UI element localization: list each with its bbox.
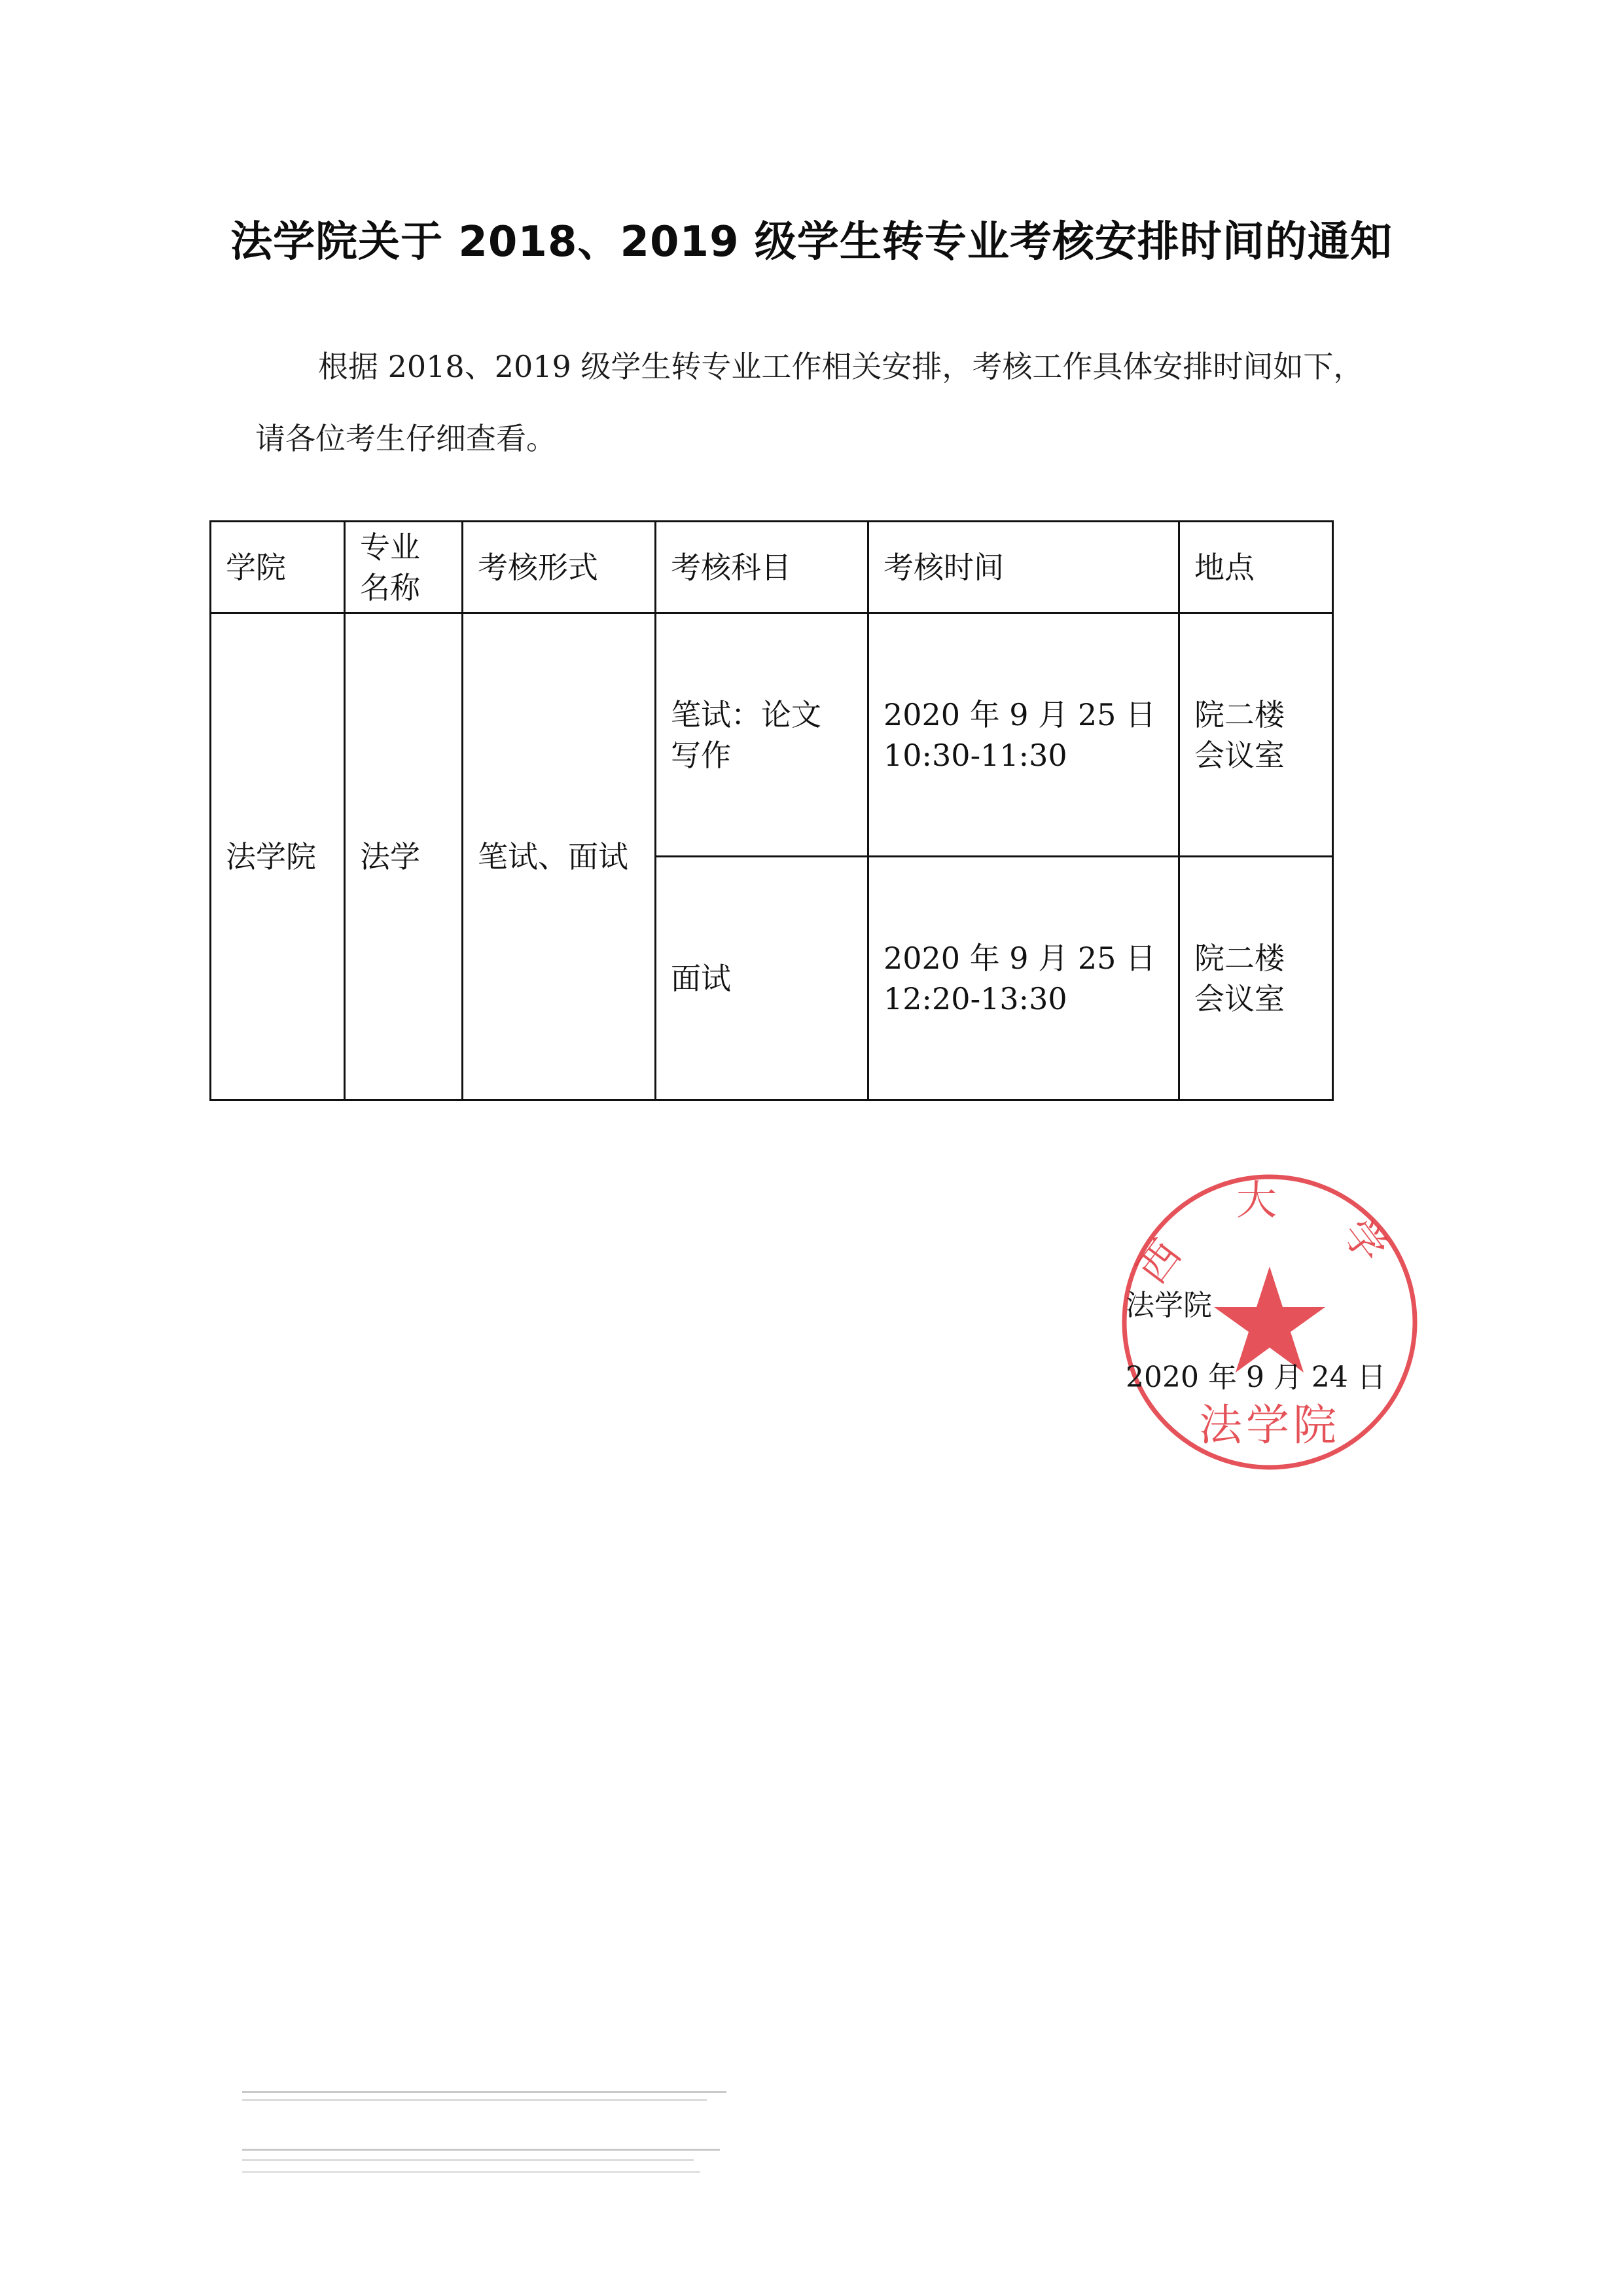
subject-line-2: 写作	[671, 737, 731, 773]
header-form: 考核形式	[463, 522, 656, 613]
seal-text-bottom: 法学院	[1199, 1400, 1340, 1450]
time-hours: 12:20-13:30	[883, 980, 1067, 1016]
header-location: 地点	[1179, 522, 1333, 613]
location-line-2: 会议室	[1194, 737, 1285, 773]
header-major-line-1: 专业	[360, 529, 420, 565]
location-line-1: 院二楼	[1194, 696, 1285, 732]
subject-line-1: 笔试：论文	[671, 696, 821, 732]
time-cell	[868, 857, 1179, 1100]
seal-text-top: 西 大 学	[1128, 1176, 1412, 1293]
subject-line-1: 面试	[671, 960, 731, 996]
subject-cell	[656, 857, 868, 1100]
location-cell	[1179, 613, 1333, 857]
header-major	[345, 522, 463, 613]
header-time: 考核时间	[868, 522, 1179, 613]
location-line-1: 院二楼	[1194, 940, 1285, 976]
time-date: 2020 年 9 月 25 日	[883, 940, 1156, 976]
scan-artifact	[242, 2091, 740, 2189]
time-hours: 10:30-11:30	[883, 737, 1067, 773]
header-subject: 考核科目	[656, 522, 868, 613]
intro-line-1: 根据 2018、2019 级学生转专业工作相关安排，考核工作具体安排时间如下，	[318, 349, 1364, 384]
header-major-line-2: 名称	[360, 569, 420, 605]
intro-line-2: 请各位考生仔细查看。	[255, 421, 556, 456]
location-line-2: 会议室	[1194, 980, 1285, 1016]
exam-schedule-table	[209, 520, 1334, 1101]
issue-date: 2020 年 9 月 24 日	[1126, 1361, 1386, 1394]
header-college: 学院	[211, 522, 345, 613]
page-title: 法学院关于 2018、2019 级学生转专业考核安排时间的通知	[230, 218, 1393, 266]
signature-block	[1126, 1270, 1386, 1414]
table-header-row	[211, 522, 1333, 613]
time-cell	[868, 613, 1179, 857]
college-cell: 法学院	[211, 613, 345, 1100]
issuer-name: 法学院	[1126, 1289, 1212, 1322]
major-cell: 法学	[345, 613, 463, 1100]
form-cell: 笔试、面试	[463, 613, 656, 1100]
time-date: 2020 年 9 月 25 日	[883, 696, 1156, 732]
table-row	[211, 613, 1333, 857]
subject-cell	[656, 613, 868, 857]
intro-paragraph	[255, 331, 1446, 475]
location-cell	[1179, 857, 1333, 1100]
